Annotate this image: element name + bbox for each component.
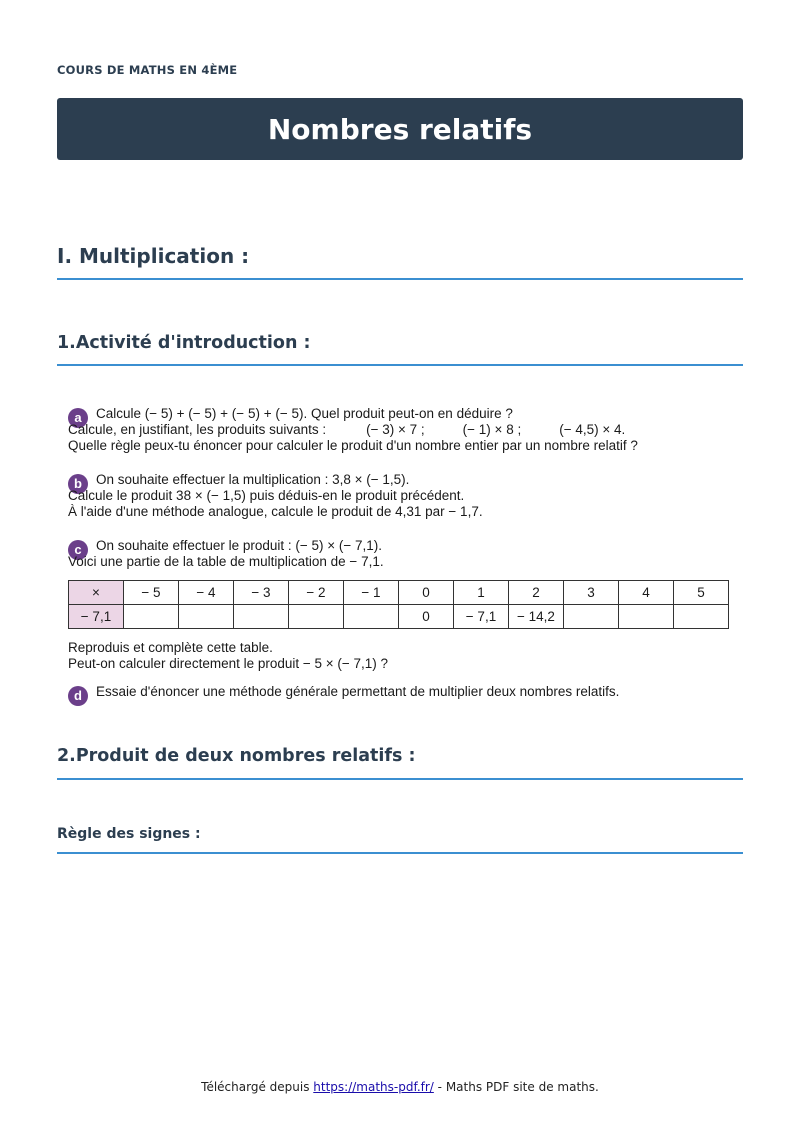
activity-a-product3: (− 4,5) × 4. xyxy=(559,422,626,437)
footer-prefix: Téléchargé depuis xyxy=(201,1080,310,1094)
table-cell xyxy=(674,605,729,629)
activity-a-product2: (− 1) × 8 ; xyxy=(462,422,522,437)
table-cell: − 4 xyxy=(179,581,234,605)
table-cell xyxy=(619,605,674,629)
activity-item-a xyxy=(68,406,738,454)
table-cell xyxy=(179,605,234,629)
table-cell: 1 xyxy=(454,581,509,605)
multiplication-table xyxy=(68,580,729,629)
table-cell: 4 xyxy=(619,581,674,605)
table-cell: − 7,1 xyxy=(454,605,509,629)
activity-item-c-followup xyxy=(68,640,738,672)
course-label: COURS DE MATHS EN 4ÈME xyxy=(57,63,238,77)
table-cell: − 5 xyxy=(124,581,179,605)
activity-b-line2: Calcule le produit 38 × (− 1,5) puis déduis-en le produit précédent. xyxy=(68,488,465,503)
activity-a-line3: Quelle règle peux-tu énoncer pour calculer le produit d'un nombre entier par un nombre relatif ? xyxy=(68,438,638,453)
badge-d: d xyxy=(68,686,88,706)
table-cell: × xyxy=(69,581,124,605)
table-cell: 0 xyxy=(399,605,454,629)
footer-suffix: - Maths PDF site de maths. xyxy=(437,1080,599,1094)
activity-c-line4: Peut-on calculer directement le produit − 5 × (− 7,1) ? xyxy=(68,656,389,671)
title-banner xyxy=(57,98,743,160)
table-cell: − 7,1 xyxy=(69,605,124,629)
table-cell: − 1 xyxy=(344,581,399,605)
activity-item-d xyxy=(68,684,738,703)
subsection-heading-product: 2.Produit de deux nombres relatifs : xyxy=(57,746,743,780)
activity-b-line3: À l'aide d'une méthode analogue, calcule le produit de 4,31 par − 1,7. xyxy=(68,504,483,519)
activity-item-b xyxy=(68,472,738,520)
table-cell: 3 xyxy=(564,581,619,605)
badge-b: b xyxy=(68,474,88,494)
footer-link[interactable]: https://maths-pdf.fr/ xyxy=(313,1080,434,1094)
table-cell: 0 xyxy=(399,581,454,605)
subsection-heading-sign-rule: Règle des signes : xyxy=(57,826,743,854)
activity-c-line2: Voici une partie de la table de multiplication de − 7,1. xyxy=(68,554,384,569)
activity-a-product1: (− 3) × 7 ; xyxy=(366,422,425,437)
table-cell xyxy=(234,605,289,629)
table-cell: − 2 xyxy=(289,581,344,605)
table-cell xyxy=(564,605,619,629)
badge-c: c xyxy=(68,540,88,560)
activity-a-line1: Calcule (− 5) + (− 5) + (− 5) + (− 5). Quel produit peut-on en déduire ? xyxy=(96,406,513,421)
table-row xyxy=(69,605,729,629)
section-heading-multiplication: I. Multiplication : xyxy=(57,244,743,280)
table-cell: 2 xyxy=(509,581,564,605)
subsection-heading-activity: 1.Activité d'introduction : xyxy=(57,333,743,366)
page-title: Nombres relatifs xyxy=(267,112,533,146)
activity-a-line2: Calcule, en justifiant, les produits suivants : xyxy=(68,422,327,437)
table-cell: − 14,2 xyxy=(509,605,564,629)
table-cell: − 3 xyxy=(234,581,289,605)
table-header-row xyxy=(69,581,729,605)
activity-b-line1: On souhaite effectuer la multiplication : 3,8 × (− 1,5). xyxy=(96,472,410,487)
table-cell xyxy=(289,605,344,629)
activity-c-line3: Reproduis et complète cette table. xyxy=(68,640,273,655)
activity-item-c xyxy=(68,538,738,570)
table-cell xyxy=(344,605,399,629)
footer xyxy=(0,1080,800,1094)
badge-a: a xyxy=(68,408,88,428)
activity-d-line1: Essaie d'énoncer une méthode générale permettant de multiplier deux nombres relatifs. xyxy=(96,684,620,699)
activity-c-line1: On souhaite effectuer le produit : (− 5) × (− 7,1). xyxy=(96,538,383,553)
table-cell: 5 xyxy=(674,581,729,605)
table-cell xyxy=(124,605,179,629)
